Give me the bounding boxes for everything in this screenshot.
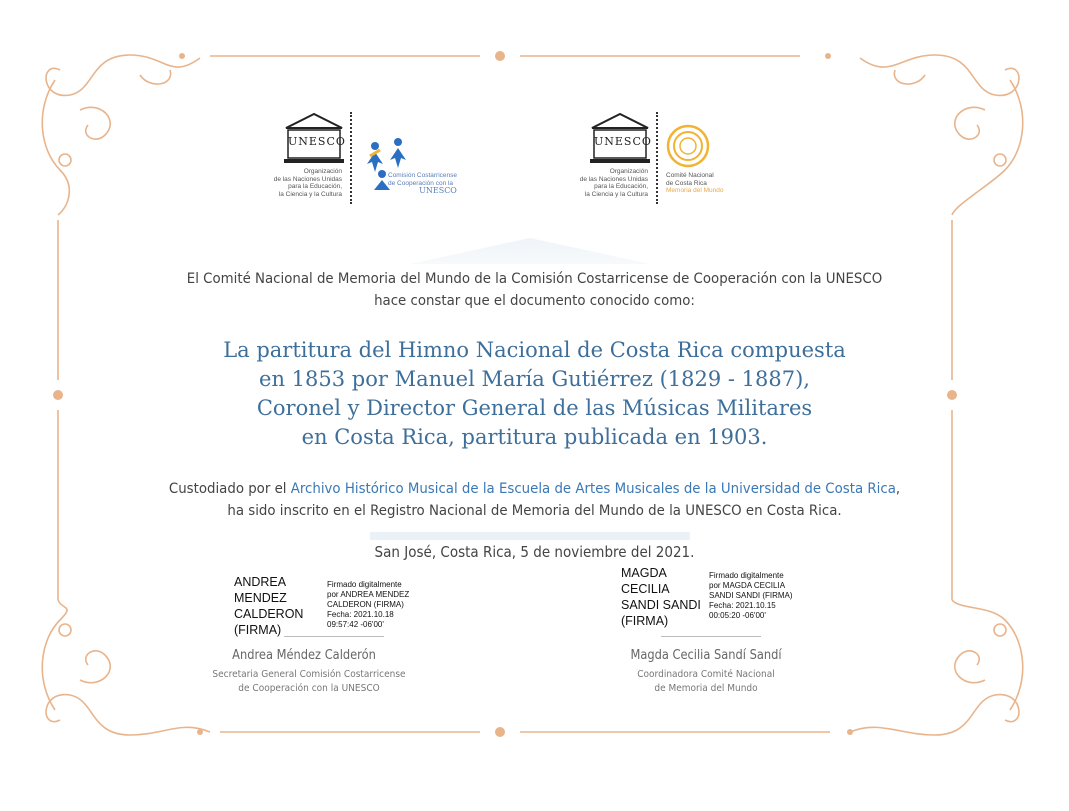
intro-line-1: El Comité Nacional de Memoria del Mundo de la Comisión Costarricense de Cooperación con la UNESCO [186,271,883,287]
memory-of-world-ring-icon [664,122,712,170]
title-line-3: Coronel y Director General de las Músicas Militares [256,396,813,420]
logo-divider-2 [656,112,658,204]
custody-line-2: ha sido inscrito en el Registro Nacional de Memoria del Mundo de la UNESCO en Costa Rica. [227,503,842,519]
intro-text [135,268,934,312]
digital-signature-2: Firmado digitalmente por MAGDA CECILIA SANDI SANDI (FIRMA) Fecha: 2021.10.15 00:05:20 -06'00' [709,571,793,620]
logo-divider [350,112,352,204]
digital-signature-1: Firmado digitalmente por ANDREA MENDEZ CALDERON (FIRMA) Fecha: 2021.10.18 09:57:42 -06'00' [327,580,410,629]
signature-rule-2 [661,636,761,637]
committee-caption: Comité Nacional de Costa Rica Memoria del Mundo [666,172,724,194]
role-1: Secretaria General Comisión Costarricense de Cooperación con la UNESCO [212,669,406,694]
title-line-2: en 1853 por Manuel María Gutiérrez (1829 - 1887), [259,367,810,391]
printed-name-1: Andrea Méndez Calderón [232,648,376,663]
signature-rule-1 [284,636,384,637]
logo-group-unesco-commission [250,112,480,212]
intro-line-2: hace constar que el documento conocido como: [374,293,695,309]
place-date: San José, Costa Rica, 5 de noviembre del 2021. [374,543,695,561]
custody-text [98,478,971,522]
signature-block-1 [212,572,434,702]
unesco-word: UNESCO [288,135,346,148]
role-2: Coordinadora Comité Nacional de Memoria del Mundo [637,669,775,694]
signer-name-1: ANDREA MENDEZ CALDERON (FIRMA) [234,575,304,637]
signature-block-2 [621,563,821,703]
title-line-4: en Costa Rica, partitura publicada en 1903. [301,425,768,449]
unesco-caption: Organización de las Naciones Unidas para la Educación, la Ciencia y la Cultura [273,168,342,198]
archive-name: Archivo Histórico Musical de la Escuela de Artes Musicales de la Universidad de Costa Rica [290,481,896,497]
unesco-word-2: UNESCO [594,135,652,148]
logo-group-unesco-committee [556,112,776,212]
commission-caption: Comisión Costarricense de Cooperación con la UNESCO [388,172,457,195]
custody-line-1: Custodiado por el Archivo Histórico Musical de la Escuela de Artes Musicales de la Universidad de Costa Rica, [168,481,901,497]
decorative-band [370,532,690,540]
document-title [100,336,969,452]
unesco-caption-2: Organización de las Naciones Unidas para la Educación, la Ciencia y la Cultura [579,168,648,198]
title-line-1: La partitura del Himno Nacional de Costa Rica compuesta [223,338,846,362]
signer-name-2: MAGDA CECILIA SANDI SANDI (FIRMA) [621,566,701,628]
printed-name-2: Magda Cecilia Sandí Sandí [630,648,782,663]
